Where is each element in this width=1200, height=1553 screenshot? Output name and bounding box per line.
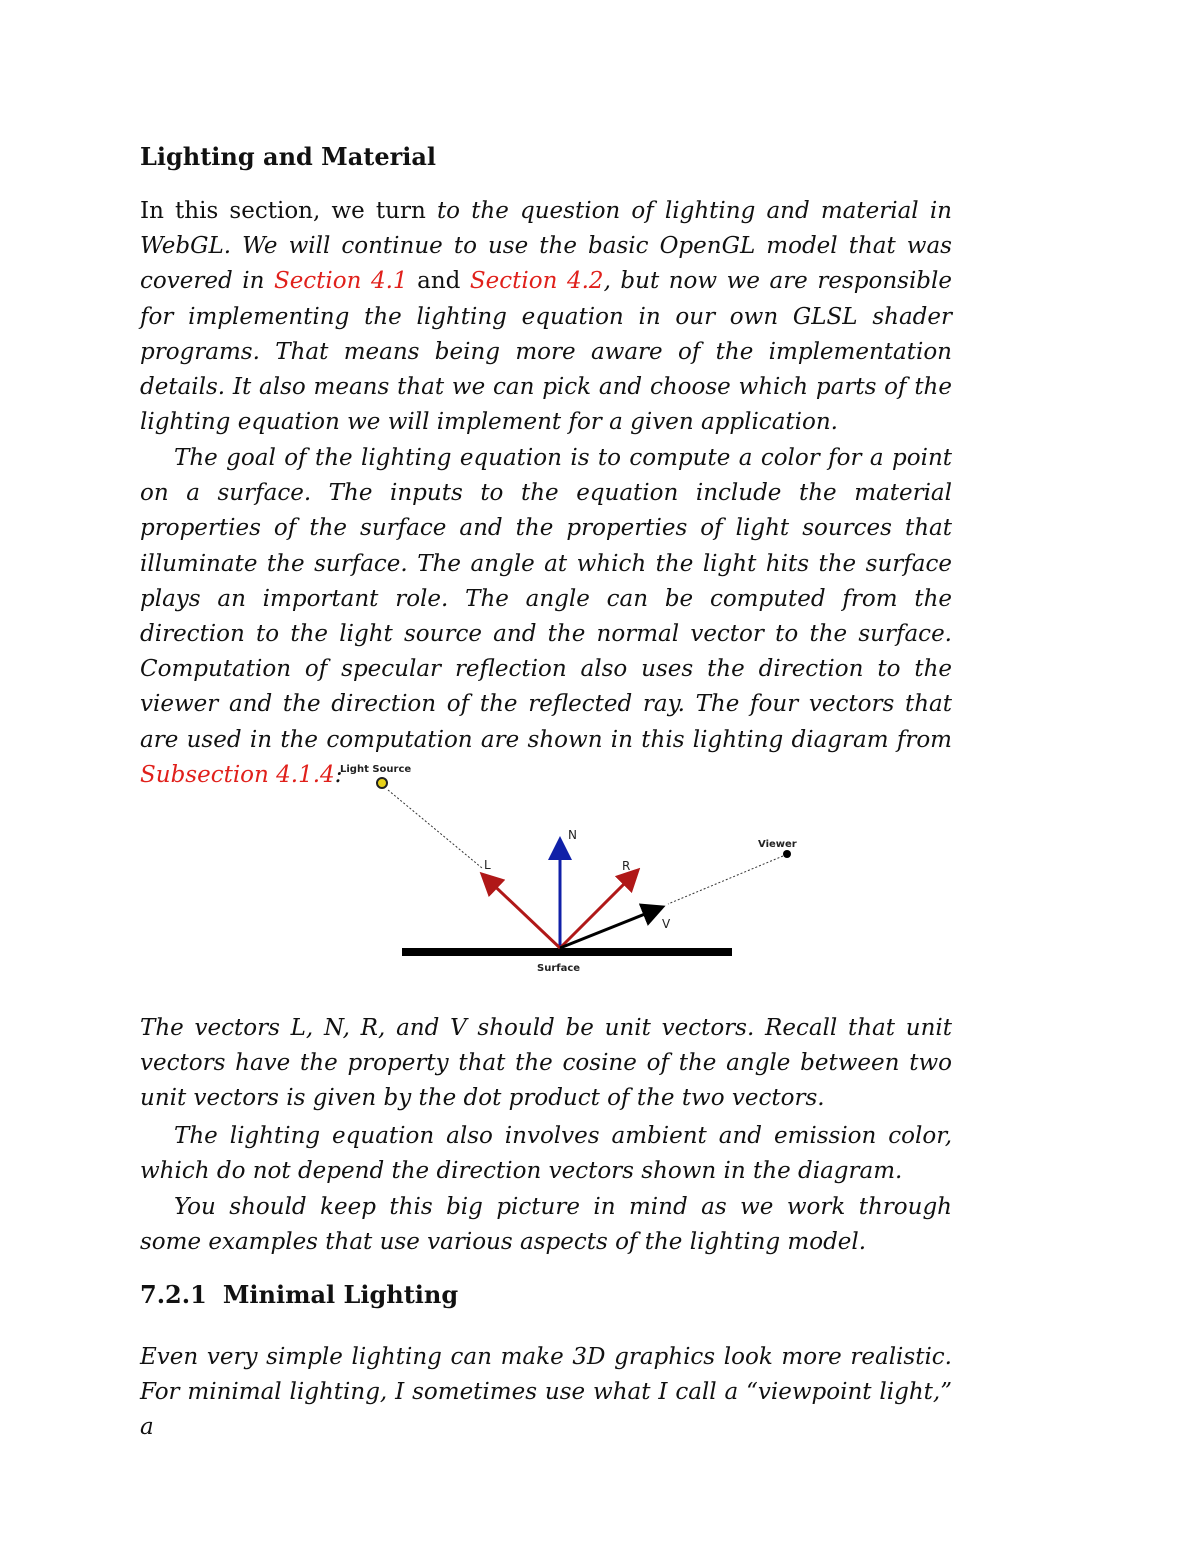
light-ray-dashed	[388, 790, 482, 868]
vector-l-arrow	[484, 876, 560, 948]
subsection-number: 7.2.1	[140, 1280, 207, 1309]
link-section-4-2[interactable]: Section 4.2	[469, 268, 604, 295]
surface-bar	[402, 948, 732, 956]
vector-v-label: V	[662, 917, 671, 931]
paragraph-goal	[140, 441, 952, 793]
intro-text-2: , but now we are responsible for implementing the lighting equation in our own GLSL shader programs. That means being more aware of the implementation details. It also means that we can pick and choose which parts of the lighting equation we will implement for a given application.	[140, 268, 952, 436]
intro-lead: In this section, we turn	[140, 198, 426, 224]
light-source-icon	[377, 778, 387, 788]
surface-label: Surface	[537, 963, 581, 974]
subsection-title: Minimal Lighting	[222, 1280, 459, 1309]
link-section-4-1[interactable]: Section 4.1	[273, 268, 408, 295]
viewer-dot-icon	[783, 850, 791, 858]
light-source-label: Light Source	[340, 764, 412, 775]
section-title: Lighting and Material	[140, 142, 437, 171]
vector-n-label: N	[568, 828, 577, 842]
viewer-ray-dashed	[668, 856, 783, 904]
paragraph-intro	[140, 194, 952, 440]
intro-text-1: to the question of lighting and material in WebGL. We will continue to use the basic OpenGL model that was covered in	[140, 198, 952, 295]
link-subsection-4-1-4[interactable]: Subsection 4.1.4	[140, 761, 335, 788]
vector-l-label: L	[484, 858, 491, 872]
paragraph-ambient: The lighting equation also involves ambient and emission color, which do not depend the direction vectors shown in the diagram.	[140, 1123, 952, 1185]
vector-r-arrow	[560, 872, 636, 948]
viewer-diagram-part	[640, 820, 820, 920]
subsection-heading	[140, 1280, 458, 1309]
goal-text: The goal of the lighting equation is to compute a color for a point on a surface. The inputs to the equation include the material properties of the surface and the properties of light sources that illuminate the surface. The angle at which the light hits the surface plays an important role. The angle can be computed from the direction to the light source and the normal vector to the surface. Computation of specular reflection also uses the direction to the viewer and the direction of the reflected ray. The four vectors that are used in the computation are shown in this lighting diagram from	[140, 445, 952, 753]
paragraph-unit-vectors: The vectors L, N, R, and V should be unit vectors. Recall that unit vectors have the property that the cosine of the angle between two unit vectors is given by the dot product of the two vectors.	[140, 1015, 952, 1112]
viewer-text: Viewer	[758, 839, 797, 850]
goal-end: :	[334, 761, 343, 788]
vector-r-label: R	[622, 859, 631, 873]
paragraph-minimal-lighting: Even very simple lighting can make 3D graphics look more realistic. For minimal lighting, I sometimes use what I call a “viewpoint light,” a	[140, 1344, 952, 1441]
paragraph-big-picture: You should keep this big picture in mind as we work through some examples that use various aspects of the lighting model.	[140, 1194, 952, 1256]
intro-and: and	[407, 268, 470, 295]
